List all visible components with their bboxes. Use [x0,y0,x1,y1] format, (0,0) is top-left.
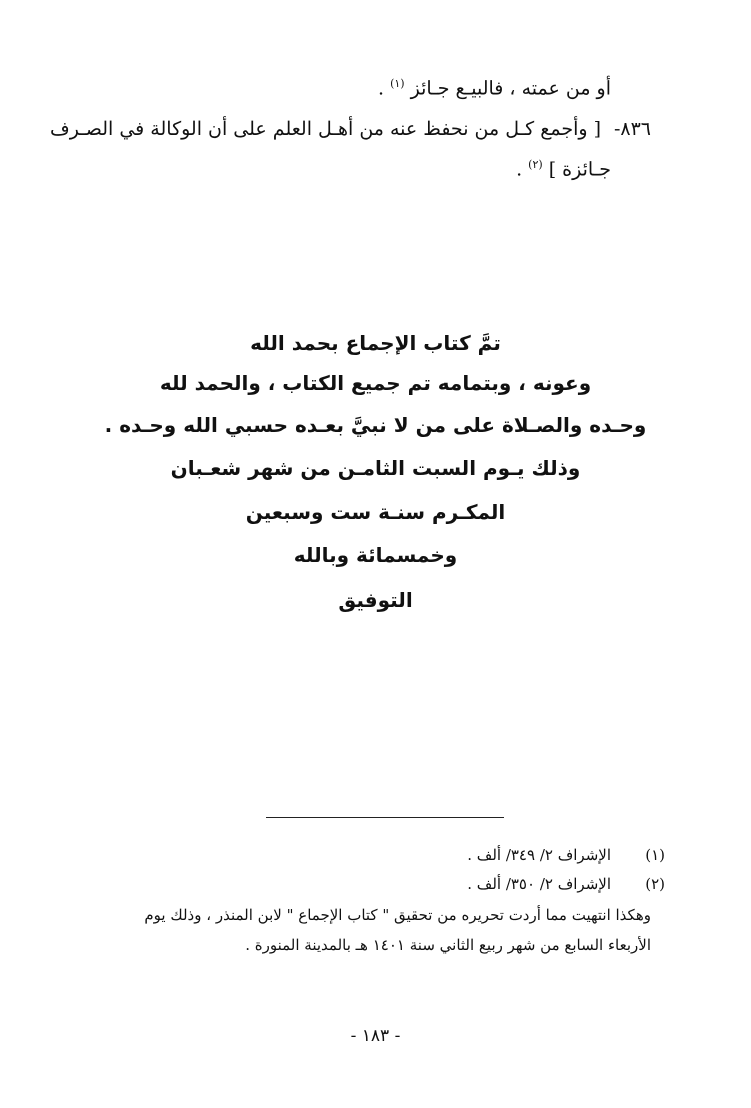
colophon-line-3: وحـده والصـلاة على من لا نبيَّ بعـده حسبي الله وحـده . [104,413,647,437]
footnote-2-text: الإشراف ٢/ ٣٥٠/ ألف . [467,875,611,893]
text-line-1 [378,78,611,98]
colophon-line-5: المكـرم سنـة ست وسبعين [245,500,506,524]
colophon-line-6: وخمسمائة وبالله [293,543,458,567]
item-line-2-end: . [516,158,523,181]
item-number: ٨٣٦- [613,118,651,140]
colophon-line-4: وذلك يـوم السبت الثامـن من شهر شعـبان [170,456,581,480]
footnote-ref-2: (٢) [528,158,543,171]
colophon-line-1: تمَّ كتاب الإجماع بحمد الله [250,331,501,355]
closing-note-line-1: وهكذا انتهيت مما أردت تحريره من تحقيق " كتاب الإجماع " لابن المنذر ، وذلك يوم [144,906,651,924]
page-number: - ١٨٣ - [350,1026,401,1046]
colophon-line-2: وعونه ، وبتمامه تم جميع الكتاب ، والحمد لله [159,371,592,395]
item-line-2-content: جـائزة ] [548,158,611,181]
colophon-line-7: التوفيق [338,588,413,612]
item-line-2 [516,159,611,179]
footnote-1-text: الإشراف ٢/ ٣٤٩/ ألف . [467,846,611,864]
footnote-separator [266,817,504,818]
footnote-2-number: (٢) [645,875,665,893]
footnote-1-number: (١) [645,846,665,864]
footnote-ref-1: (١) [390,77,405,90]
text-line-1-content: أو من عمته ، فالبيـع جـائز [410,77,611,100]
item-line-1: [ وأجمع كـل من نحفظ عنه من أهـل العلم على أن الوكالة في الصـرف [50,118,601,140]
text-line-1-end: . [377,77,385,100]
closing-note-line-2: الأربعاء السابع من شهر ربيع الثاني سنة ١٤٠١ هـ بالمدينة المنورة . [245,936,651,954]
